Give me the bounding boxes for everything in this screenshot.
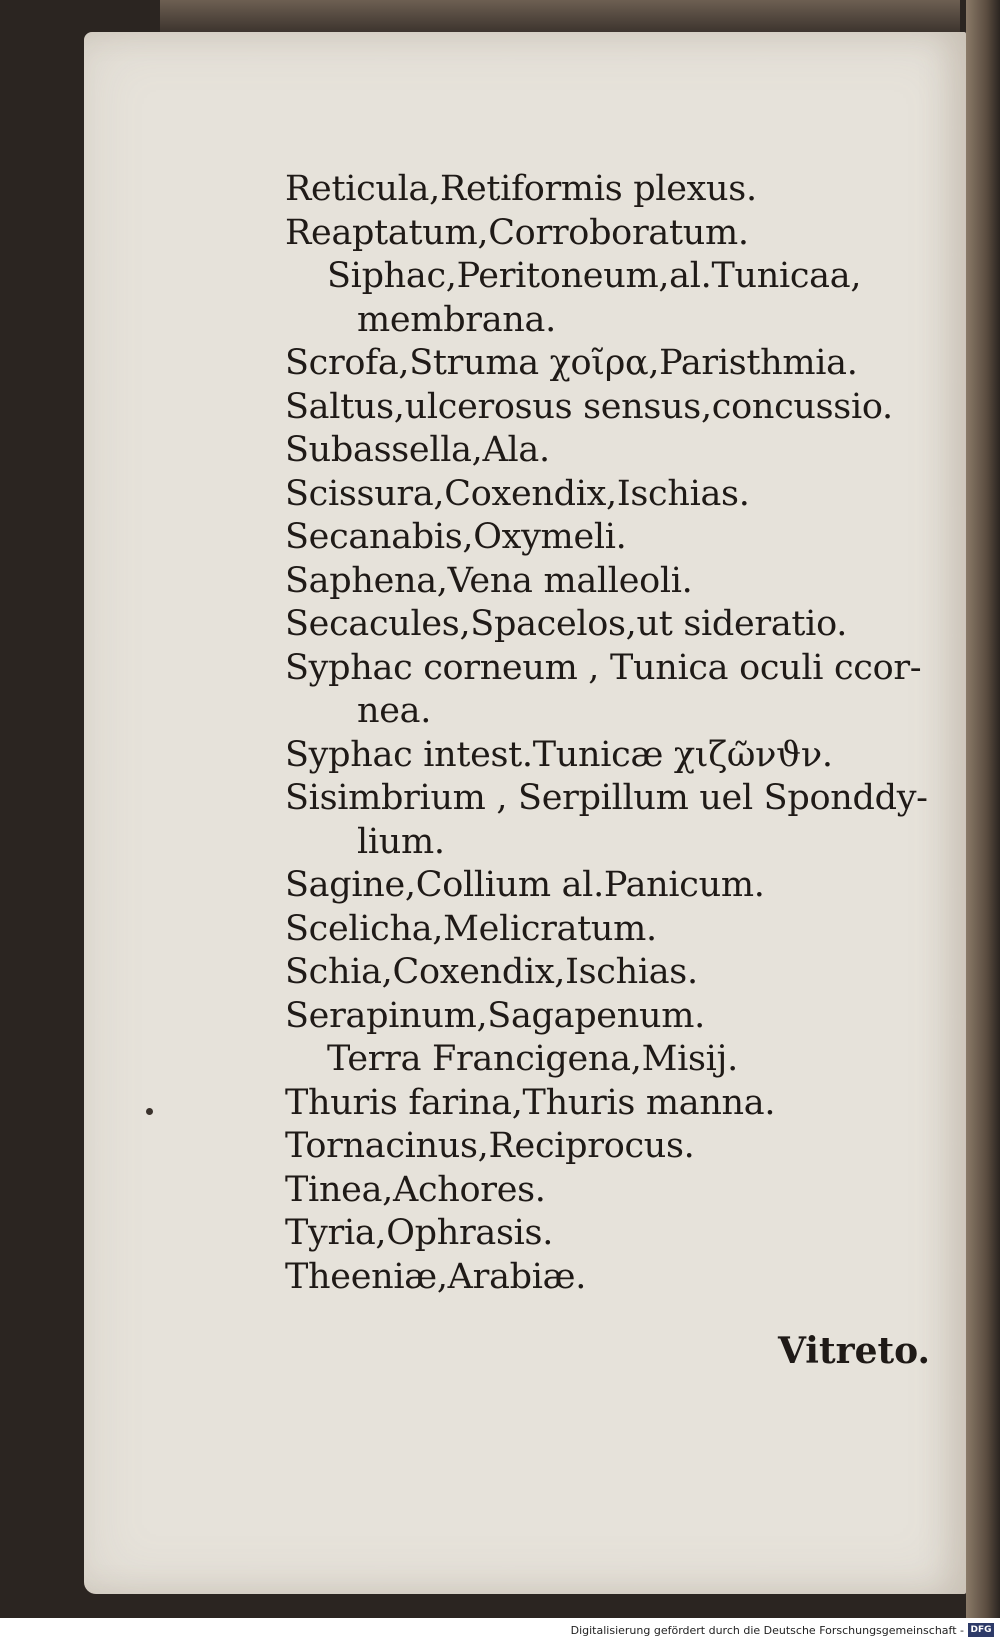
text-line: Tinea,Achores.	[285, 1169, 546, 1210]
text-line: Saphena,Vena malleoli.	[285, 560, 693, 601]
catchword: Vitreto.	[778, 1330, 931, 1372]
text-line: Tyria,Ophrasis.	[285, 1213, 554, 1253]
text-line: Theeniæ,Arabiæ.	[285, 1256, 587, 1297]
text-line: Sagine,Collium al.Panicum.	[285, 865, 765, 905]
glossary-text-block	[285, 168, 945, 1299]
text-line: Secanabis,Oxymeli.	[285, 517, 627, 557]
text-line: Saltus,ulcerosus sensus,concussio.	[285, 386, 893, 427]
text-line: Scelicha,Melicratum.	[285, 908, 657, 949]
text-line: Reticula,Retiformis plexus.	[285, 169, 757, 209]
text-line: Scrofa,Struma χοῖρα,Paristhmia.	[285, 343, 858, 383]
text-line: Syphac corneum , Tunica oculi ccor-	[285, 647, 922, 688]
text-line: Scissura,Coxendix,Ischias.	[285, 473, 750, 514]
text-line: Tornacinus,Reciprocus.	[285, 1126, 695, 1166]
text-line: lium.	[357, 821, 445, 862]
ink-spot	[146, 1108, 153, 1115]
text-line: Reaptatum,Corroboratum.	[285, 212, 749, 253]
funding-credit: Digitalisierung gefördert durch die Deutsche Forschungsgemeinschaft -	[570, 1624, 964, 1637]
text-line: Siphac,Peritoneum,al.Tunicaa,	[327, 256, 862, 296]
binding-top-edge	[160, 0, 960, 34]
text-line: Terra Francigena,Misij.	[327, 1039, 738, 1079]
dfg-logo: DFG	[968, 1623, 994, 1637]
text-line: Subassella,Ala.	[285, 430, 550, 470]
text-line: Serapinum,Sagapenum.	[285, 995, 705, 1036]
text-line: nea.	[357, 691, 432, 731]
digitization-footer	[0, 1618, 1000, 1644]
text-line: Schia,Coxendix,Ischias.	[285, 952, 698, 992]
text-line: Thuris farina,Thuris manna.	[285, 1082, 776, 1123]
text-line: membrana.	[357, 299, 556, 340]
binding-right-edge	[966, 0, 1000, 1618]
text-line: Secacules,Spacelos,ut sideratio.	[285, 604, 848, 644]
text-line: Syphac intest.Tunicæ χιζῶνϑν.	[285, 734, 833, 775]
text-line: Sisimbrium , Serpillum uel Sponddy-	[285, 778, 928, 818]
